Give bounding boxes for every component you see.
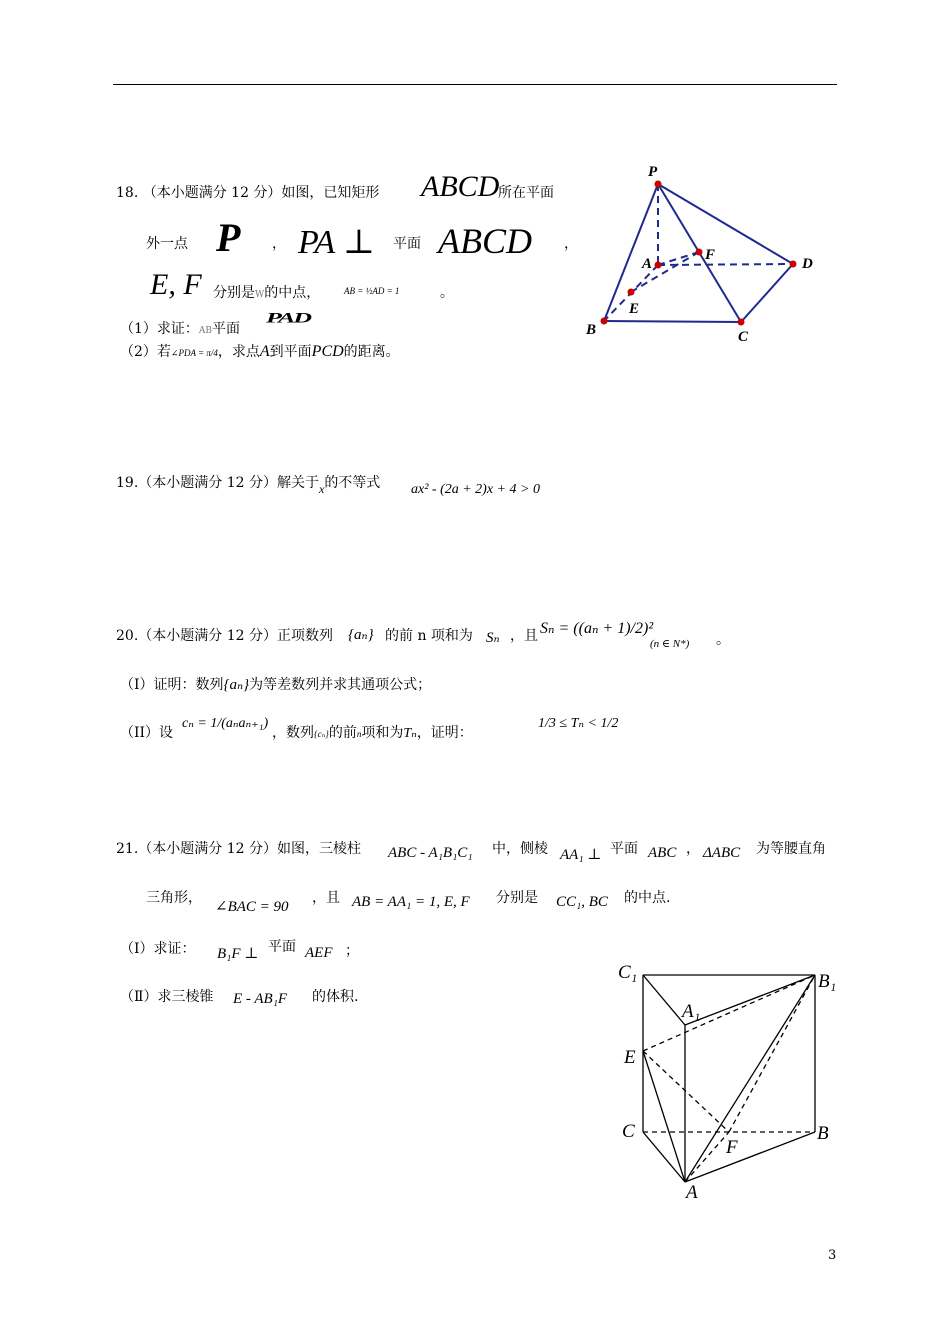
- q20-end: 。: [716, 632, 730, 648]
- q21-cond: AB = AA₁ = 1, E, F: [352, 894, 470, 910]
- fig18-label-b: B: [586, 322, 597, 338]
- q18-pyramid-figure: [580, 160, 820, 350]
- q21-text3: 为等腰直角: [756, 841, 826, 857]
- fig21-label-b: B: [817, 1123, 829, 1144]
- q18-plane: 平面: [393, 236, 421, 252]
- fig21-label-e: E: [624, 1047, 636, 1068]
- q21-part1-aef: AEF: [305, 945, 333, 961]
- fig21-label-f: F: [726, 1137, 738, 1158]
- q18-abcd: ABCD: [421, 170, 500, 203]
- q21-line2c: 分别是: [496, 890, 538, 906]
- q18-part1: （1）求证：AB平面: [120, 321, 241, 337]
- q20-cn: cₙ = 1/(aₙaₙ₊₁): [182, 716, 269, 731]
- q21-part2-end: 的体积.: [312, 989, 359, 1005]
- q20-an: {aₙ}: [348, 627, 374, 643]
- q21-comma: ，: [686, 841, 700, 857]
- q18-p-big: P: [216, 215, 241, 260]
- q18-line1-tail: 所在平面: [498, 185, 554, 201]
- q20-text3: ，且: [510, 628, 538, 644]
- fig21-label-b1: B₁: [818, 971, 837, 992]
- q21-plane: 平面: [610, 841, 638, 857]
- q18-cond: AB = ½AD = 1: [344, 286, 400, 296]
- q18-pa-perp: PA ⊥: [298, 224, 376, 261]
- fig21-label-a: A: [686, 1182, 698, 1203]
- fig18-label-d: D: [802, 256, 813, 272]
- q18-line1: 18. （本小题满分 12 分）如图，已知矩形: [116, 185, 380, 201]
- q21-part1: （Ⅰ）求证：: [120, 941, 196, 957]
- q18-ef: E, F: [150, 268, 202, 301]
- q21-prism: ABC - A₁B₁C₁: [388, 845, 473, 861]
- q21-prism-figure: [610, 955, 850, 1205]
- q21-line2a: 三角形，: [146, 890, 202, 906]
- q18-comma: ，: [272, 236, 286, 252]
- q20-formula: Sₙ = ((aₙ + 1)/2)²: [540, 620, 654, 637]
- q19-line: 19.（本小题满分 12 分）解关于x的不等式: [116, 475, 381, 496]
- fig18-label-a: A: [642, 256, 653, 272]
- q20-ineq: 1/3 ≤ Tₙ < 1/2: [538, 716, 619, 731]
- q21-text2: 中，侧棱: [492, 841, 548, 857]
- q21-mids: CC₁, BC: [556, 894, 608, 910]
- q20-sn: Sₙ: [486, 630, 500, 646]
- q21-tri: ΔABC: [703, 845, 741, 861]
- fig18-label-p: P: [648, 164, 658, 180]
- fig21-label-c1: C₁: [618, 962, 638, 983]
- q20-cond: (n ∈ N*): [650, 638, 690, 650]
- q20-text2: 的前 n 项和为: [385, 628, 473, 644]
- page-number: 3: [828, 1248, 837, 1263]
- header-rule: [113, 84, 837, 85]
- q21-line2d: 的中点.: [624, 890, 671, 906]
- q21-line2b: ，且: [312, 890, 340, 906]
- q21-line1: 21.（本小题满分 12 分）如图，三棱柱: [116, 841, 361, 857]
- fig18-label-f: F: [705, 247, 716, 263]
- fig21-label-a1: A₁: [682, 1001, 701, 1022]
- q21-part2-expr: E - AB₁F: [233, 991, 288, 1007]
- q18-abcd2: ABCD: [438, 221, 532, 261]
- q21-part2: （Ⅱ）求三棱锥: [120, 989, 214, 1005]
- q18-line3: 分别是W的中点，: [213, 285, 321, 301]
- q21-abc: ABC: [648, 845, 677, 861]
- fig18-label-e: E: [629, 301, 640, 317]
- q21-part1-plane: 平面: [268, 939, 296, 955]
- q18-comma2: ，: [564, 236, 578, 252]
- q21-part1-expr: B₁F ⊥: [217, 946, 259, 962]
- q20-part2: （II）设: [120, 725, 174, 741]
- q20-line1: 20.（本小题满分 12 分）正项数列: [116, 628, 333, 644]
- fig18-label-c: C: [738, 329, 749, 345]
- q21-aa1: AA₁ ⊥: [560, 847, 602, 863]
- q21-part1-end: ；: [345, 943, 359, 959]
- q18-part2: （2）若∠PDA = π/4，求点A到平面PCD的距离。: [120, 343, 400, 360]
- q18-line2a: 外一点: [146, 236, 188, 252]
- q19-inequality: ax² - (2a + 2)x + 4 > 0: [411, 482, 540, 497]
- q20-part2-mid: ，数列{cₙ}的前n项和为Tₙ，证明：: [272, 725, 473, 741]
- q21-angle: ∠BAC = 90: [215, 899, 289, 915]
- q20-part1: （I）证明：数列{aₙ}为等差数列并求其通项公式；: [120, 677, 432, 693]
- q18-period: 。: [440, 285, 454, 301]
- fig21-label-c: C: [622, 1121, 635, 1142]
- q18-pad: PAD: [266, 310, 311, 326]
